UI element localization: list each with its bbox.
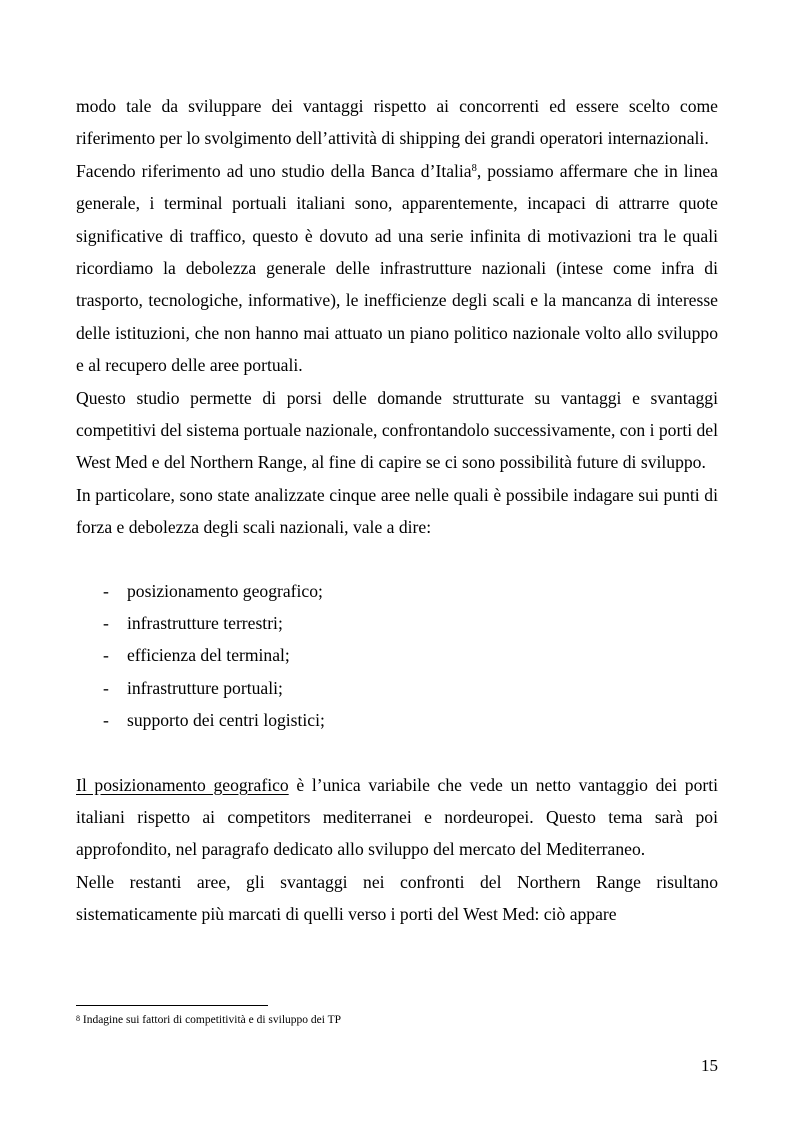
- paragraph-5-rest: è l’unica variabile che vede un netto vantaggio dei porti italiani rispetto ai competitors mediterranei e nordeuropei. Questo tema sarà poi approfondito, nel paragrafo dedicato allo sviluppo del mercato del Mediterraneo.: [76, 774, 719, 860]
- list-item-text: supporto dei centri logistici;: [127, 710, 325, 731]
- footnote-reference[interactable]: 8: [471, 162, 477, 174]
- paragraph-3: Questo studio permette di porsi delle domande strutturate su vantaggi e svantaggi competitivi del sistema portuale nazionale, confrontandolo successivamente, con i porti del West Med e del Northern Range, al fine di capire se ci sono possibilità future di sviluppo.: [76, 387, 718, 473]
- paragraph-2: [76, 155, 718, 382]
- list-item: [76, 639, 718, 671]
- footnote-divider: [76, 1005, 268, 1006]
- paragraph-6: Nelle restanti aree, gli svantaggi nei confronti del Northern Range risultano sistematicamente più marcati di quelli verso i porti del West Med: ciò appare: [76, 871, 718, 925]
- dash-bullet: -: [103, 613, 109, 634]
- underlined-term: Il posizionamento geografico: [76, 774, 289, 795]
- spacer: [76, 737, 718, 769]
- spacer: [76, 544, 718, 575]
- paragraph-1: modo tale da sviluppare dei vantaggi rispetto ai concorrenti ed essere scelto come riferimento per lo svolgimento dell’attività di shipping dei grandi operatori internazionali.: [76, 96, 718, 149]
- footnote-number: 8: [76, 1014, 80, 1023]
- dash-bullet: -: [103, 580, 109, 601]
- list-item-text: posizionamento geografico;: [127, 580, 323, 601]
- dash-bullet: -: [103, 710, 109, 731]
- list-item-text: efficienza del terminal;: [127, 645, 290, 666]
- list-item: [76, 672, 718, 704]
- bullet-list: [76, 575, 718, 737]
- list-item-text: infrastrutture portuali;: [127, 677, 283, 698]
- list-item: [76, 575, 718, 607]
- dash-bullet: -: [103, 645, 109, 666]
- paragraph-4: In particolare, sono state analizzate cinque aree nelle quali è possibile indagare sui punti di forza e debolezza degli scali nazionali, vale a dire:: [76, 484, 718, 538]
- footnote: [76, 1013, 341, 1027]
- paragraph-5: [76, 769, 718, 866]
- page-number: 15: [701, 1056, 718, 1075]
- body-text: [76, 90, 718, 931]
- list-item: [76, 607, 718, 639]
- footnote-text: Indagine sui fattori di competitività e di sviluppo dei TP: [80, 1014, 342, 1026]
- paragraph-2-end: , possiamo affermare che in linea generale, i terminal portuali italiani sono, apparentemente, incapaci di attrarre quote significative di traffico, questo è dovuto ad una serie infinita di motivazioni tra le quali ricordiamo la debolezza generale delle infrastrutture nazionali (intese come infra di trasporto, tecnologiche, informative), le inefficienze degli scali e la mancanza di interesse delle istituzioni, che non hanno mai attuato un piano politico nazionale volto allo sviluppo e al recupero delle aree portuali.: [76, 160, 718, 376]
- list-item-text: infrastrutture terrestri;: [127, 613, 283, 634]
- list-item: [76, 704, 718, 736]
- paragraph-2-start: Facendo riferimento ad uno studio della Banca d’Italia: [76, 160, 472, 181]
- dash-bullet: -: [103, 677, 109, 698]
